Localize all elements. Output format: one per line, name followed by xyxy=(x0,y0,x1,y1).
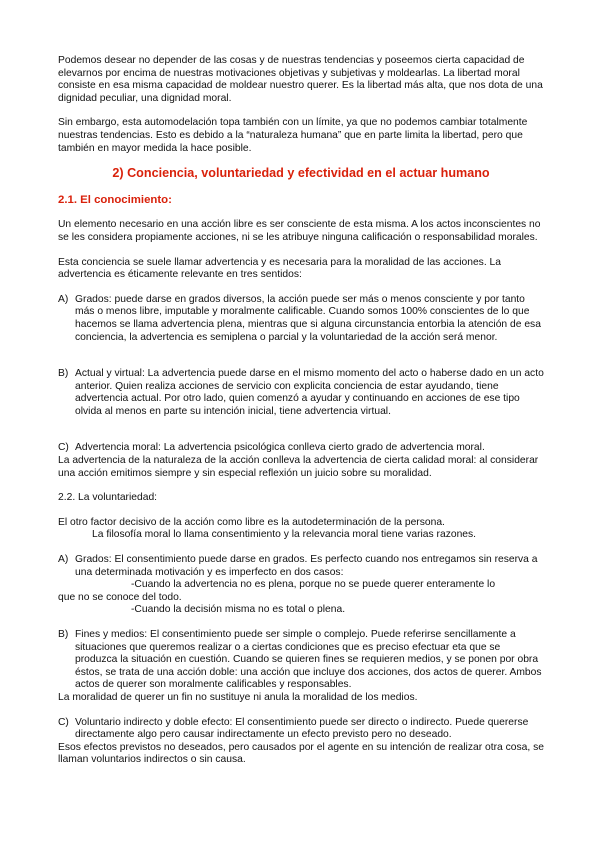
list-item-text: Advertencia moral: La advertencia psicológica conlleva cierto grado de advertencia moral. xyxy=(75,442,485,454)
list-item-text: Grados: puede darse en grados diversos, la acción puede ser más o menos consciente y por tanto más o menos libre, imputable y moralmente calificable. Cuando somos 100% conscientes de lo que hacemos se llama advertencia plena, mientras que si alguna circunstancia entorbia la atención de esa conciencia, la advertencia es semiplena o parcial y la voluntariedad de la acción será menor. xyxy=(75,293,541,343)
conocimiento-paragraph-1: Un elemento necesario en una acción libre es ser consciente de esta misma. A los actos inconscientes no se les considera propiamente acciones, ni se les atribuye ninguna calificación o responsabilidad morales. xyxy=(58,219,541,243)
section-heading: 2) Conciencia, voluntariedad y efectividad en el actuar humano xyxy=(112,166,490,181)
conocimiento-paragraph-2: Esta conciencia se suele llamar advertencia y es necesaria para la moralidad de las acciones. La advertencia es éticamente relevante en tres sentidos: xyxy=(58,256,502,281)
voluntariedad-line-2: La filosofía moral lo llama consentimiento y la relevancia moral tiene varias razones. xyxy=(92,529,477,541)
list-item xyxy=(58,554,544,617)
subsection-heading-voluntariedad: 2.2. La voluntariedad: xyxy=(58,492,158,504)
list-item-text: Actual y virtual: La advertencia puede darse en el mismo momento del acto o haberse dado en un acto anterior. Quien realiza acciones de servicio con explicita conciencia de estar ayudando, tiene advertencia actual. Por otro lado, quien comenzó a ayudar y continuando en acciones de ese tipo olvida al menos en parte su intención inicial, tiene advertencia virtual. xyxy=(75,368,544,417)
list-marker: C) xyxy=(58,442,69,454)
list-item xyxy=(58,717,544,767)
list-item xyxy=(58,442,544,480)
list-marker: A) xyxy=(58,554,69,566)
list-marker: C) xyxy=(58,716,69,728)
voluntariedad-line-1: El otro factor decisivo de la acción como libre es la autodeterminación de la persona. xyxy=(58,516,445,528)
list-marker: B) xyxy=(58,629,69,640)
case-line-2: -Cuando la decisión misma no es total o plena. xyxy=(131,604,346,616)
list-item-continuation: La moralidad de querer un fin no sustituye ni anula la moralidad de los medios. xyxy=(58,691,418,703)
list-item-text: Voluntario indirecto y doble efecto: El consentimiento puede ser directo o indirecto. Puede quererse directamente algo pero causar indirectamente un efecto previsto pero no deseado. xyxy=(75,716,529,741)
voluntariedad-paragraph xyxy=(58,517,544,542)
intro-paragraph-2: Sin embargo, esta automodelación topa también con un límite, ya que no podemos cambiar totalmente nuestras tendencias. Esto es debido a la “naturaleza humana” que en parte limita la libertad, pero que también en mayor medida la hace posible. xyxy=(58,117,528,154)
subsection-heading-conocimiento: 2.1. El conocimiento: xyxy=(58,193,172,206)
list-marker: B) xyxy=(58,368,69,380)
list-item xyxy=(58,629,544,705)
case-line-1-continuation: que no se conoce del todo. xyxy=(58,591,182,603)
list-item-continuation: La advertencia de la naturaleza de la acción conlleva la advertencia de cierta calidad moral: al considerar una acción emitimos siempre y sin especial reflexión un juicio sobre su moralidad. xyxy=(58,455,539,479)
case-line-1: -Cuando la advertencia no es plena, porque no se puede querer enteramente lo xyxy=(131,579,496,591)
list-item xyxy=(58,368,544,418)
list-item-text: Fines y medios: El consentimiento puede ser simple o complejo. Puede referirse sencillamente a situaciones que queremos realizar o a ciertas condiciones que es preciso efectuar eta que se produzca la situación en cuestión. Cuando se quieren fines se requieren medios, y se ponen por obra éstos, se trata de una acción doble: una acción que incluye dos acciones, dos actos de querer. Ambos actos de querer son moralmente calificables y responsables. xyxy=(75,629,542,691)
document-page xyxy=(58,55,544,779)
list-item-text: Grados: El consentimiento puede darse en grados. Es perfecto cuando nos entregamos sin reserva a una determinada motivación y es imperfecto en dos casos: xyxy=(75,554,538,578)
intro-paragraph-1: Podemos desear no depender de las cosas y de nuestras tendencias y poseemos cierta capacidad de elevarnos por encima de nuestras motivaciones objetivas y subjetivas y moldearlas. La libertad moral consiste en esa misma capacidad de moldear nuestro querer. Es la libertad más alta, que nos dota de una dignidad peculiar, una dignidad moral. xyxy=(58,55,543,104)
list-item-continuation: Esos efectos previstos no deseados, pero causados por el agente en su intención de realizar otra cosa, se llaman voluntarios indirectos o sin causa. xyxy=(58,741,544,766)
list-marker: A) xyxy=(58,293,69,305)
list-item xyxy=(58,294,544,344)
